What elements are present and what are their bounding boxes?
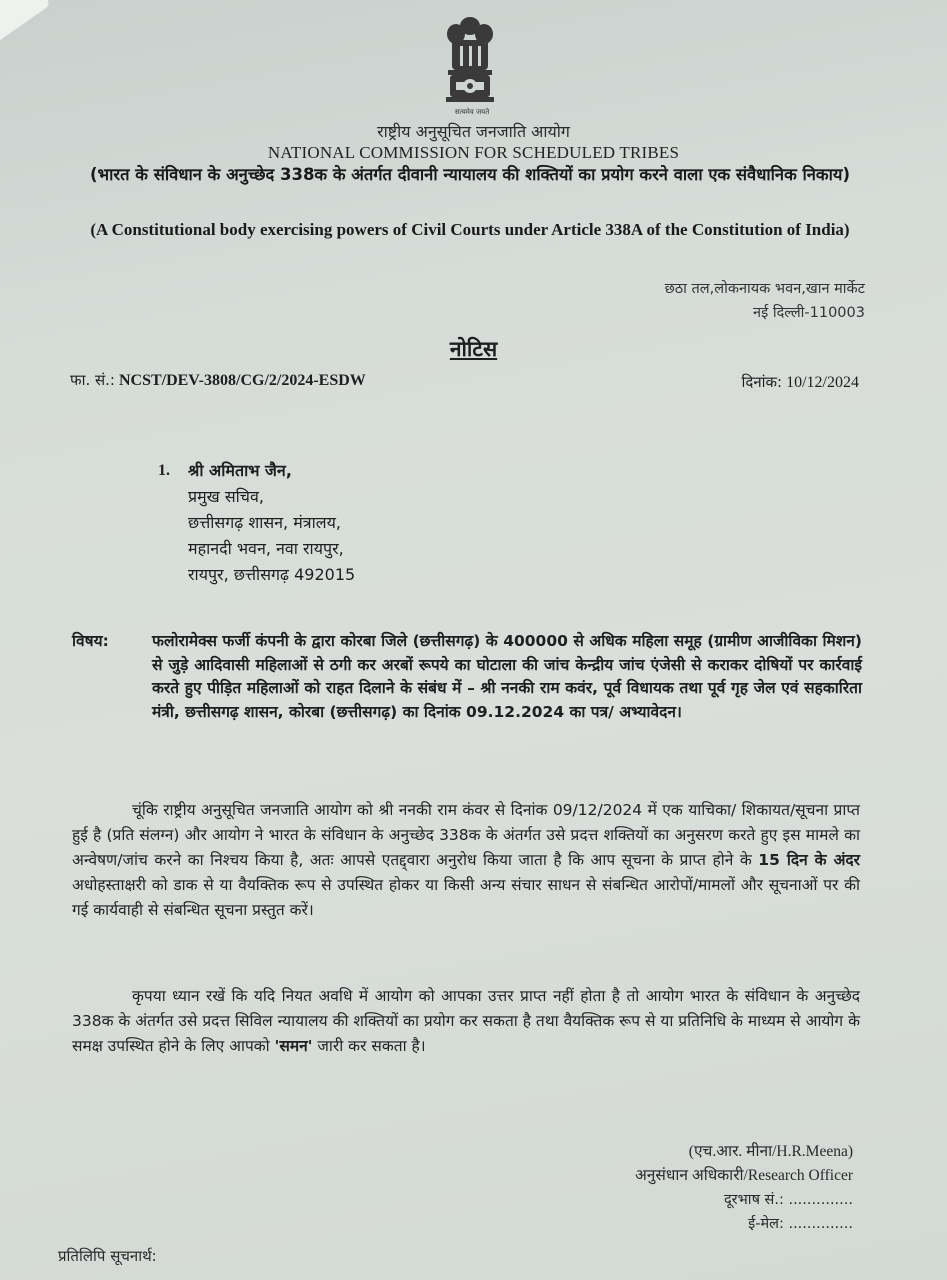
subject-label: विषय: [72, 632, 109, 650]
recipient-designation: प्रमुख सचिव, [188, 487, 264, 506]
signatory-name: (एच.आर. मीना/H.R.Meena) [688, 1143, 853, 1160]
file-number-label: फा. सं.: [70, 371, 115, 389]
recipient-address-line-3: रायपुर, छत्तीसगढ़ 492015 [188, 565, 356, 584]
body-paragraph-2 [72, 984, 860, 1059]
deadline-emphasis: 15 दिन के अंदर [758, 851, 860, 869]
constitutional-note-hindi: (भारत के संविधान के अनुच्छेद 338क के अंतर्गत दीवानी न्यायालय की शक्तियों का प्रयोग करने वाला एक संवैधानिक निकाय) [90, 165, 850, 184]
notice-date [741, 372, 859, 392]
recipient-address-line-2: महानदी भवन, नवा रायपुर, [188, 539, 344, 558]
subject-text: फलोरामेक्स फर्जी कंपनी के द्वारा कोरबा जिले (छत्तीसगढ़) के 400000 से अधिक महिला समूह (ग्रामीण आजीविका मिशन) से जुड़े आदिवासी महिलाओं से ठगी कर अरबों रूपये का घोटाला की जांच केन्द्रीय जांच एंजेसी से कराकर दोषियों पर कार्रवाई करते हुए पीड़ित महिलाओं को राहत दिलाने के संबंध में – श्री ननकी राम कवंर, पूर्व विधायक तथा पूर्व गृह जेल एवं सहकारिता मंत्री, छत्तीसगढ़ शासन, कोरबा (छत्तीसगढ़) का दिनांक 09.12.2024 का पत्र/ अभ्यावेदन। [152, 632, 862, 721]
recipient-number: 1. [158, 462, 170, 479]
para1-text-b: अधोहस्ताक्षरी को डाक से या वैयक्तिक रूप से उपस्थित होकर या किसी अन्य संचार साधन से संबन्धित आरोपों/मामलों और सूचनाओं पर की गई कार्यवाही से संबन्धित सूचना प्रस्तुत करें। [72, 876, 860, 919]
para2-text-b: जारी कर सकता है। [312, 1037, 426, 1055]
recipient-address-line-1: छत्तीसगढ़ शासन, मंत्रालय, [188, 513, 341, 532]
org-name-english: NATIONAL COMMISSION FOR SCHEDULED TRIBES [267, 143, 680, 162]
notice-title: नोटिस [449, 337, 498, 361]
date-value: 10/12/2024 [786, 374, 859, 391]
office-address [665, 277, 865, 325]
emblem-motto: सत्यमेव जयते [454, 108, 490, 116]
date-label: दिनांक: [741, 373, 783, 391]
file-number-value: NCST/DEV-3808/CG/2/2024-ESDW [118, 372, 366, 389]
signature-block [635, 1140, 853, 1236]
para1-text-a: चूंकि राष्ट्रीय अनुसूचित जनजाति आयोग को श्री ननकी राम कंवर से दिनांक 09/12/2024 में एक याचिका/ शिकायत/सूचना प्राप्त हुई है (प्रति संलग्न) और आयोग ने भारत के संविधान के अनुच्छेद 338क के अंतर्गत उसे प्रदत्त शक्तियों का अनुसरण करते हुए इस मामले का अन्वेषण/जांच करने का निश्चय किया है, अतः आपसे एतद्द्वारा अनुरोध किया जाता है कि आप सूचना के प्राप्त होने के [72, 801, 860, 869]
signatory-phone: दूरभाष सं.: .............. [723, 1192, 853, 1208]
org-name-hindi: राष्ट्रीय अनुसूचित जनजाति आयोग [377, 122, 570, 141]
para2-text-a: कृपया ध्यान रखें कि यदि नियत अवधि में आयोग को आपका उत्तर प्राप्त नहीं होता है तो आयोग भारत के संविधान के अनुच्छेद 338क के अंतर्गत उसे प्रदत्त सिविल न्यायालय की शक्तियों का प्रयोग कर सकता है तथा वैयक्तिक रूप से या प्रतिनिधि के माध्यम से आयोग के समक्ष उपस्थित होने के लिए आपको [72, 987, 860, 1055]
recipient-block [158, 458, 355, 588]
file-number [70, 370, 366, 390]
signatory-designation: अनुसंधान अधिकारी/Research Officer [634, 1167, 853, 1184]
constitutional-note-english: (A Constitutional body exercising powers of Civil Courts under Article 338A of the Constitution of India) [90, 220, 850, 239]
signatory-email: ई-मेल: .............. [748, 1216, 853, 1232]
page-corner-fold [0, 0, 51, 45]
body-paragraph-1 [72, 798, 860, 923]
subject-block [72, 630, 862, 724]
national-emblem-icon [438, 12, 502, 108]
recipient-name: श्री अमिताभ जैन, [188, 461, 292, 480]
address-line-1: छठा तल,लोकनायक भवन,खान मार्केट [664, 281, 865, 297]
address-line-2: नई दिल्ली-110003 [753, 305, 865, 321]
copy-to-label: प्रतिलिपि सूचनार्थ: [58, 1247, 157, 1265]
summons-emphasis: 'समन' [274, 1037, 313, 1055]
